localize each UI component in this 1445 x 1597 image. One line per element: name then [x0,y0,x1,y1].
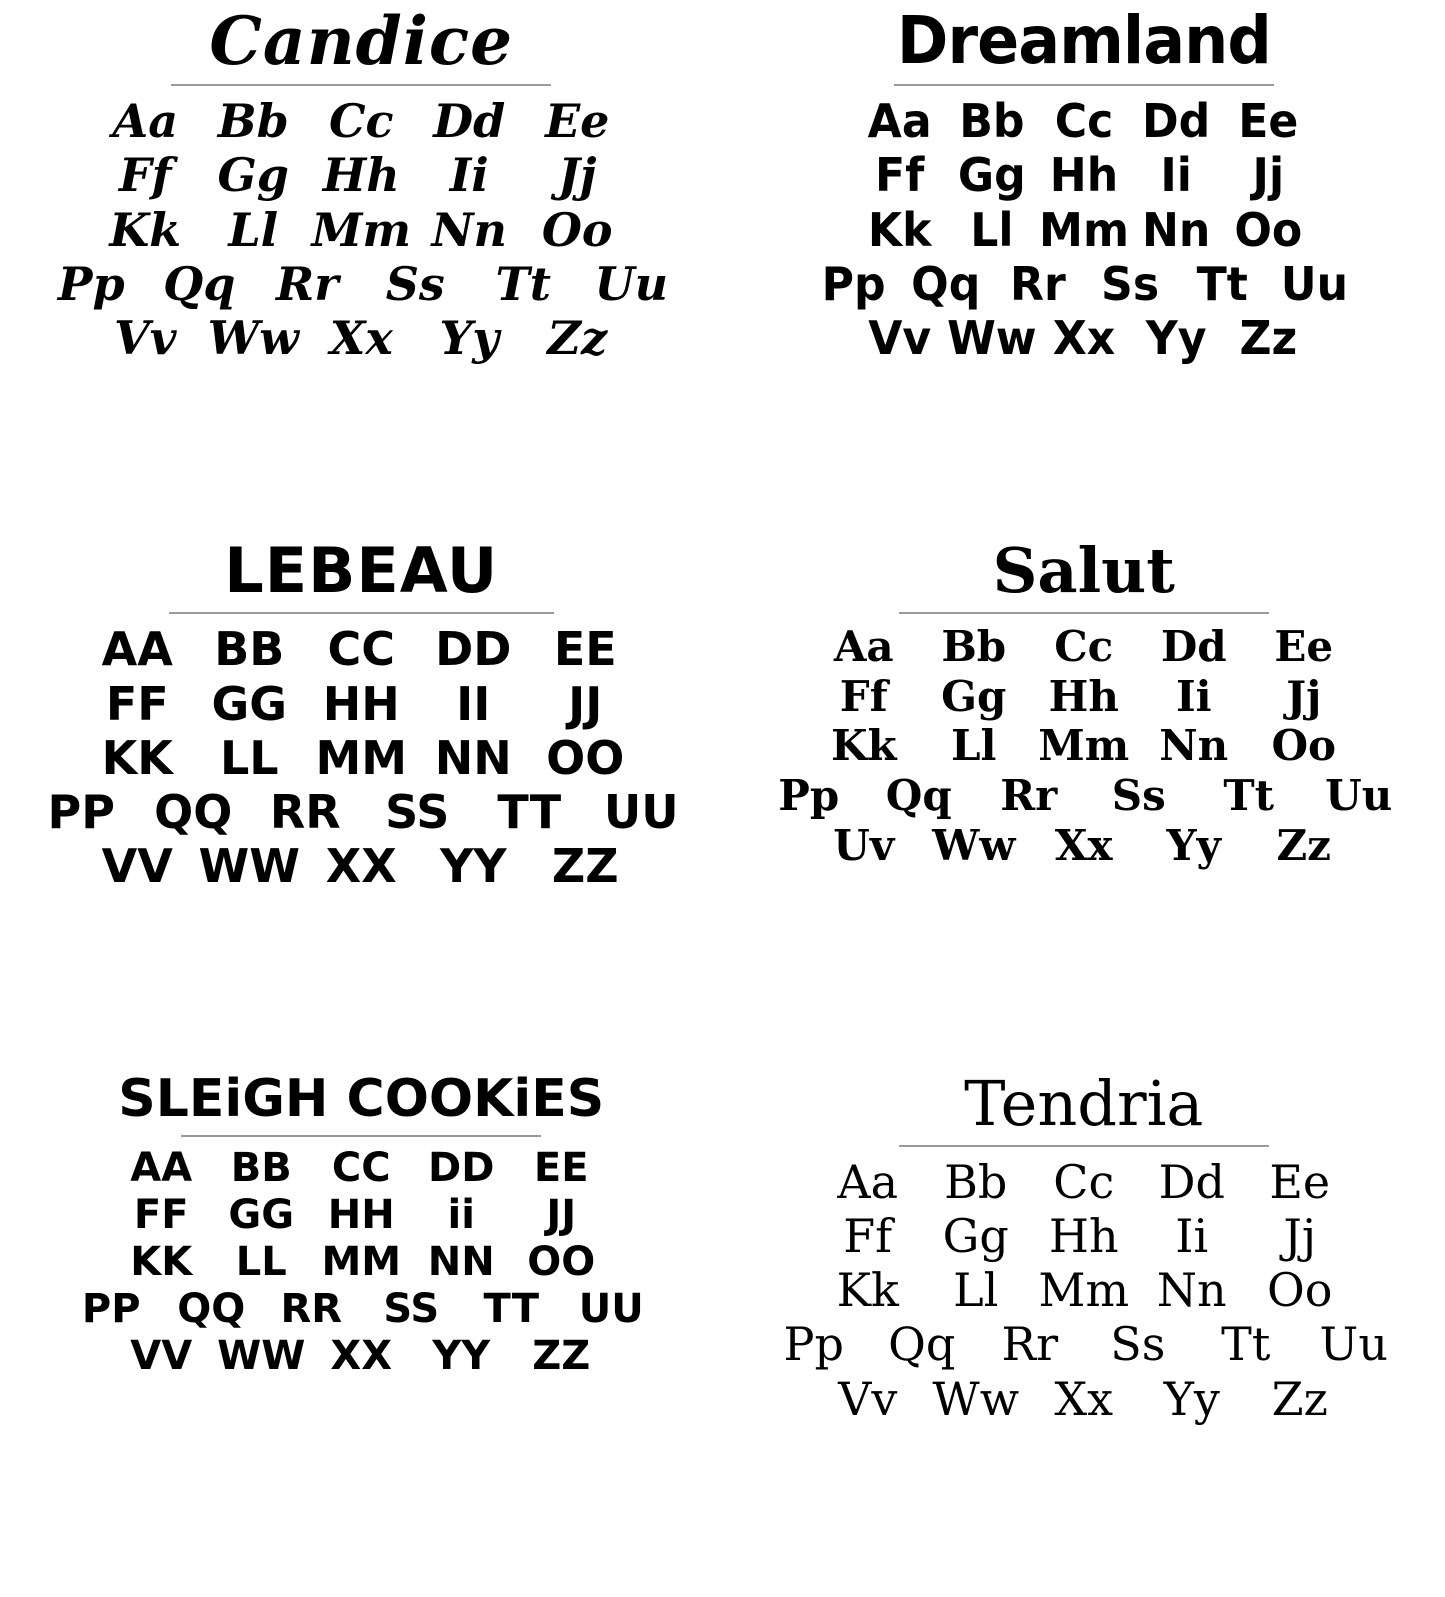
letter-pair: Tt [1223,770,1275,820]
letter-pair: Ss [1110,1317,1166,1372]
letter-pair: LL [235,1239,287,1286]
letter-pair: Vv [838,1371,898,1426]
alphabet-row [81,839,641,893]
letter-pair: Ee [1238,94,1299,148]
letter-pair: Dd [1141,94,1211,148]
letter-pair: Aa [837,1154,899,1209]
letter-pair: Ee [1269,1154,1331,1209]
letter-pair: Uv [833,820,895,870]
letter-pair: Aa [112,94,178,148]
alphabet-row [81,731,641,785]
font-title-lebeau: LEBEAU [224,534,499,608]
letter-pair: Uu [1319,1317,1388,1372]
alphabet-row [111,1239,611,1286]
letter-pair: Ll [969,202,1014,257]
letter-pair: Bb [941,622,1007,672]
letter-pair: Ii [1175,1208,1209,1263]
letter-pair: Kk [836,1263,899,1318]
letter-pair: QQ [154,785,233,840]
letter-pair: Ww [946,311,1037,366]
letter-pair: VV [101,839,173,894]
letter-pair: Hh [322,148,400,203]
font-specimen-tendria [723,1065,1445,1597]
letter-pair: Uu [1325,770,1393,820]
alphabet-salut [754,622,1414,870]
letter-pair: Gg [941,671,1007,721]
letter-pair: Oo [1271,721,1337,771]
letter-pair: PP [81,1286,141,1333]
title-divider [181,1135,541,1137]
letter-pair: Cc [328,94,394,148]
letter-pair: RR [280,1286,343,1333]
letter-pair: Qq [885,770,952,820]
letter-pair: BB [230,1144,292,1191]
letter-pair: Cc [1054,622,1114,672]
letter-pair: Tt [1196,256,1248,311]
alphabet-row [807,257,1360,311]
letter-pair: HH [327,1191,395,1238]
letter-pair: BB [214,622,285,677]
letter-pair: Pp [821,256,886,311]
font-specimen-salut [723,532,1445,1064]
letter-pair: Pp [783,1317,844,1372]
alphabet-row [809,721,1359,771]
letter-pair: Nn [1141,202,1211,257]
alphabet-row [91,148,631,202]
letter-pair: YY [432,1333,491,1380]
alphabet-tendria [760,1155,1408,1426]
letter-pair: Dd [433,94,506,148]
letter-pair: GG [211,676,287,731]
alphabet-row [25,785,697,839]
letter-pair: Ww [207,311,299,366]
letter-pair: Tt [495,256,551,311]
letter-pair: UU [603,785,679,840]
font-specimen-sleigh-cookies [0,1065,723,1597]
letter-pair: Gg [217,148,289,203]
alphabet-row [853,148,1314,202]
letter-pair: DD [435,622,512,677]
letter-pair: ii [447,1191,475,1238]
letter-pair: Rr [1001,1317,1059,1372]
letter-pair: Ii [1175,671,1212,721]
alphabet-row [81,622,641,676]
letter-pair: MM [321,1239,402,1286]
letter-pair: FF [105,676,169,731]
letter-pair: Ee [1274,622,1334,672]
letter-pair: Oo [541,202,613,257]
letter-pair: Ww [932,820,1016,870]
font-specimen-candice [0,0,723,532]
letter-pair: NN [427,1239,495,1286]
font-title-sleigh-cookies: SLEiGH COOKiES [118,1068,605,1129]
letter-pair: Ff [874,148,925,203]
letter-pair: SS [383,1286,440,1333]
letter-pair: Oo [1234,202,1303,257]
letter-pair: Vv [867,311,931,366]
letter-pair: Bb [944,1154,1008,1209]
title-divider [899,612,1269,614]
letter-pair: TT [497,785,562,840]
font-specimen-dreamland [723,0,1445,532]
letter-pair: Nn [1159,721,1229,771]
letter-pair: UU [578,1286,644,1333]
letter-pair: Ff [843,1208,893,1263]
title-divider [894,84,1274,86]
letter-pair: Yy [439,311,500,366]
letter-pair: Aa [867,94,932,148]
letter-pair: Aa [833,622,894,672]
alphabet-row [814,1372,1354,1426]
alphabet-row [760,1317,1408,1371]
letter-pair: Ll [951,721,997,771]
font-title-candice: Candice [209,2,514,80]
font-title-tendria: Tendria [964,1066,1204,1140]
letter-pair: Qq [910,256,981,311]
alphabet-candice [37,94,685,365]
letter-pair: FF [133,1191,189,1238]
title-divider [899,1145,1269,1147]
letter-pair: Xx [1054,820,1113,870]
letter-pair: Hh [1048,671,1119,721]
letter-pair: Gg [942,1208,1009,1263]
letter-pair: Yy [1163,1371,1220,1426]
letter-pair: Ll [953,1263,999,1318]
letter-pair: Zz [547,311,608,366]
letter-pair: Kk [830,721,897,771]
letter-pair: II [456,676,491,731]
letter-pair: LL [219,730,279,785]
letter-pair: Ww [932,1371,1020,1426]
letter-pair: AA [101,622,173,677]
letter-pair: ZZ [532,1333,591,1380]
letter-pair: Qq [888,1317,956,1372]
letter-pair: OO [527,1239,596,1286]
alphabet-row [814,1209,1354,1263]
letter-pair: Kk [109,202,182,257]
alphabet-row [37,257,685,311]
letter-pair: EE [553,622,617,677]
letter-pair: Gg [957,148,1026,203]
letter-pair: AA [130,1144,193,1191]
letter-pair: KK [130,1239,193,1286]
letter-pair: Uu [1280,256,1348,311]
letter-pair: XX [325,839,397,894]
letter-pair: Jj [1286,671,1322,721]
letter-pair: Ff [119,148,172,203]
alphabet-row [814,1263,1354,1317]
letter-pair: Zz [1276,820,1331,870]
letter-pair: Hh [1049,148,1118,203]
letter-pair: Xx [1052,311,1116,366]
letter-pair: Zz [1239,311,1297,366]
letter-pair: RR [269,785,341,840]
alphabet-row [91,94,631,148]
font-specimen-lebeau [0,532,723,1064]
letter-pair: Ss [1100,256,1159,311]
alphabet-row [111,1333,611,1380]
alphabet-row [91,311,631,365]
letter-pair: Yy [1145,311,1207,366]
font-title-salut: Salut [992,534,1175,608]
letter-pair: QQ [177,1286,246,1333]
letter-pair: Dd [1158,1154,1225,1209]
alphabet-row [81,677,641,731]
alphabet-row [111,1145,611,1192]
letter-pair: Nn [1156,1263,1227,1318]
font-title-dreamland: Dreamland [896,2,1271,79]
letter-pair: Ii [449,148,489,203]
title-divider [171,84,551,86]
letter-pair: HH [322,676,400,731]
letter-pair: Cc [1054,94,1114,148]
alphabet-row [814,1155,1354,1209]
letter-pair: Pp [778,770,840,820]
letter-pair: Qq [163,256,236,311]
letter-pair: Ll [228,202,279,257]
letter-pair: Mm [1038,1263,1130,1318]
letter-pair: ZZ [551,839,619,894]
alphabet-row [111,1192,611,1239]
letter-pair: Pp [57,256,125,311]
letter-pair: CC [331,1144,391,1191]
letter-pair: Dd [1160,622,1227,672]
letter-pair: Rr [1009,256,1066,311]
alphabet-row [809,672,1359,722]
letter-pair: CC [327,622,396,677]
alphabet-sleigh-cookies [61,1145,661,1381]
letter-pair: VV [130,1333,193,1380]
letter-pair: SS [385,785,450,840]
letter-pair: WW [217,1333,306,1380]
letter-pair: Jj [558,148,597,203]
letter-pair: Hh [1048,1208,1119,1263]
letter-pair: Bb [958,94,1025,148]
alphabet-row [61,1286,661,1333]
title-divider [169,612,554,614]
alphabet-row [809,622,1359,672]
letter-pair: Uu [594,256,669,311]
letter-pair: Cc [1053,1154,1115,1209]
alphabet-row [853,203,1314,257]
letter-pair: TT [483,1286,539,1333]
letter-pair: Rr [1000,770,1058,820]
alphabet-row [754,771,1414,821]
alphabet-row [809,821,1359,871]
letter-pair: Nn [431,202,507,257]
letter-pair: Ss [1111,770,1166,820]
letter-pair: Xx [1054,1371,1114,1426]
letter-pair: EE [533,1144,589,1191]
letter-pair: DD [428,1144,495,1191]
letter-pair: NN [434,730,512,785]
alphabet-row [853,311,1314,365]
letter-pair: Ii [1160,148,1192,203]
letter-pair: Vv [114,311,177,366]
letter-pair: OO [546,730,625,785]
letter-pair: Ss [385,256,445,311]
letter-pair: Mm [1038,721,1130,771]
letter-pair: Bb [217,94,289,148]
letter-pair: Kk [867,202,932,257]
letter-pair: Rr [276,256,339,311]
letter-pair: YY [439,839,507,894]
letter-pair: Mm [311,202,412,257]
letter-pair: PP [47,785,115,840]
alphabet-row [853,94,1314,148]
letter-pair: MM [315,730,408,785]
letter-pair: Mm [1038,202,1129,257]
alphabet-lebeau [25,622,697,893]
letter-pair: Tt [1221,1317,1271,1372]
letter-pair: WW [198,839,300,894]
letter-pair: Ff [839,671,888,721]
letter-pair: Zz [1271,1371,1328,1426]
letter-pair: GG [228,1191,295,1238]
letter-pair: Xx [329,311,393,366]
letter-pair: Oo [1267,1263,1333,1318]
letter-pair: Yy [1166,820,1221,870]
letter-pair: JJ [546,1191,577,1238]
letter-pair: KK [101,730,173,785]
letter-pair: Jj [1283,1208,1317,1263]
letter-pair: XX [330,1333,393,1380]
letter-pair: Jj [1252,148,1284,203]
alphabet-dreamland [796,94,1372,365]
alphabet-row [91,203,631,257]
letter-pair: Ee [545,94,610,148]
letter-pair: JJ [568,676,603,731]
